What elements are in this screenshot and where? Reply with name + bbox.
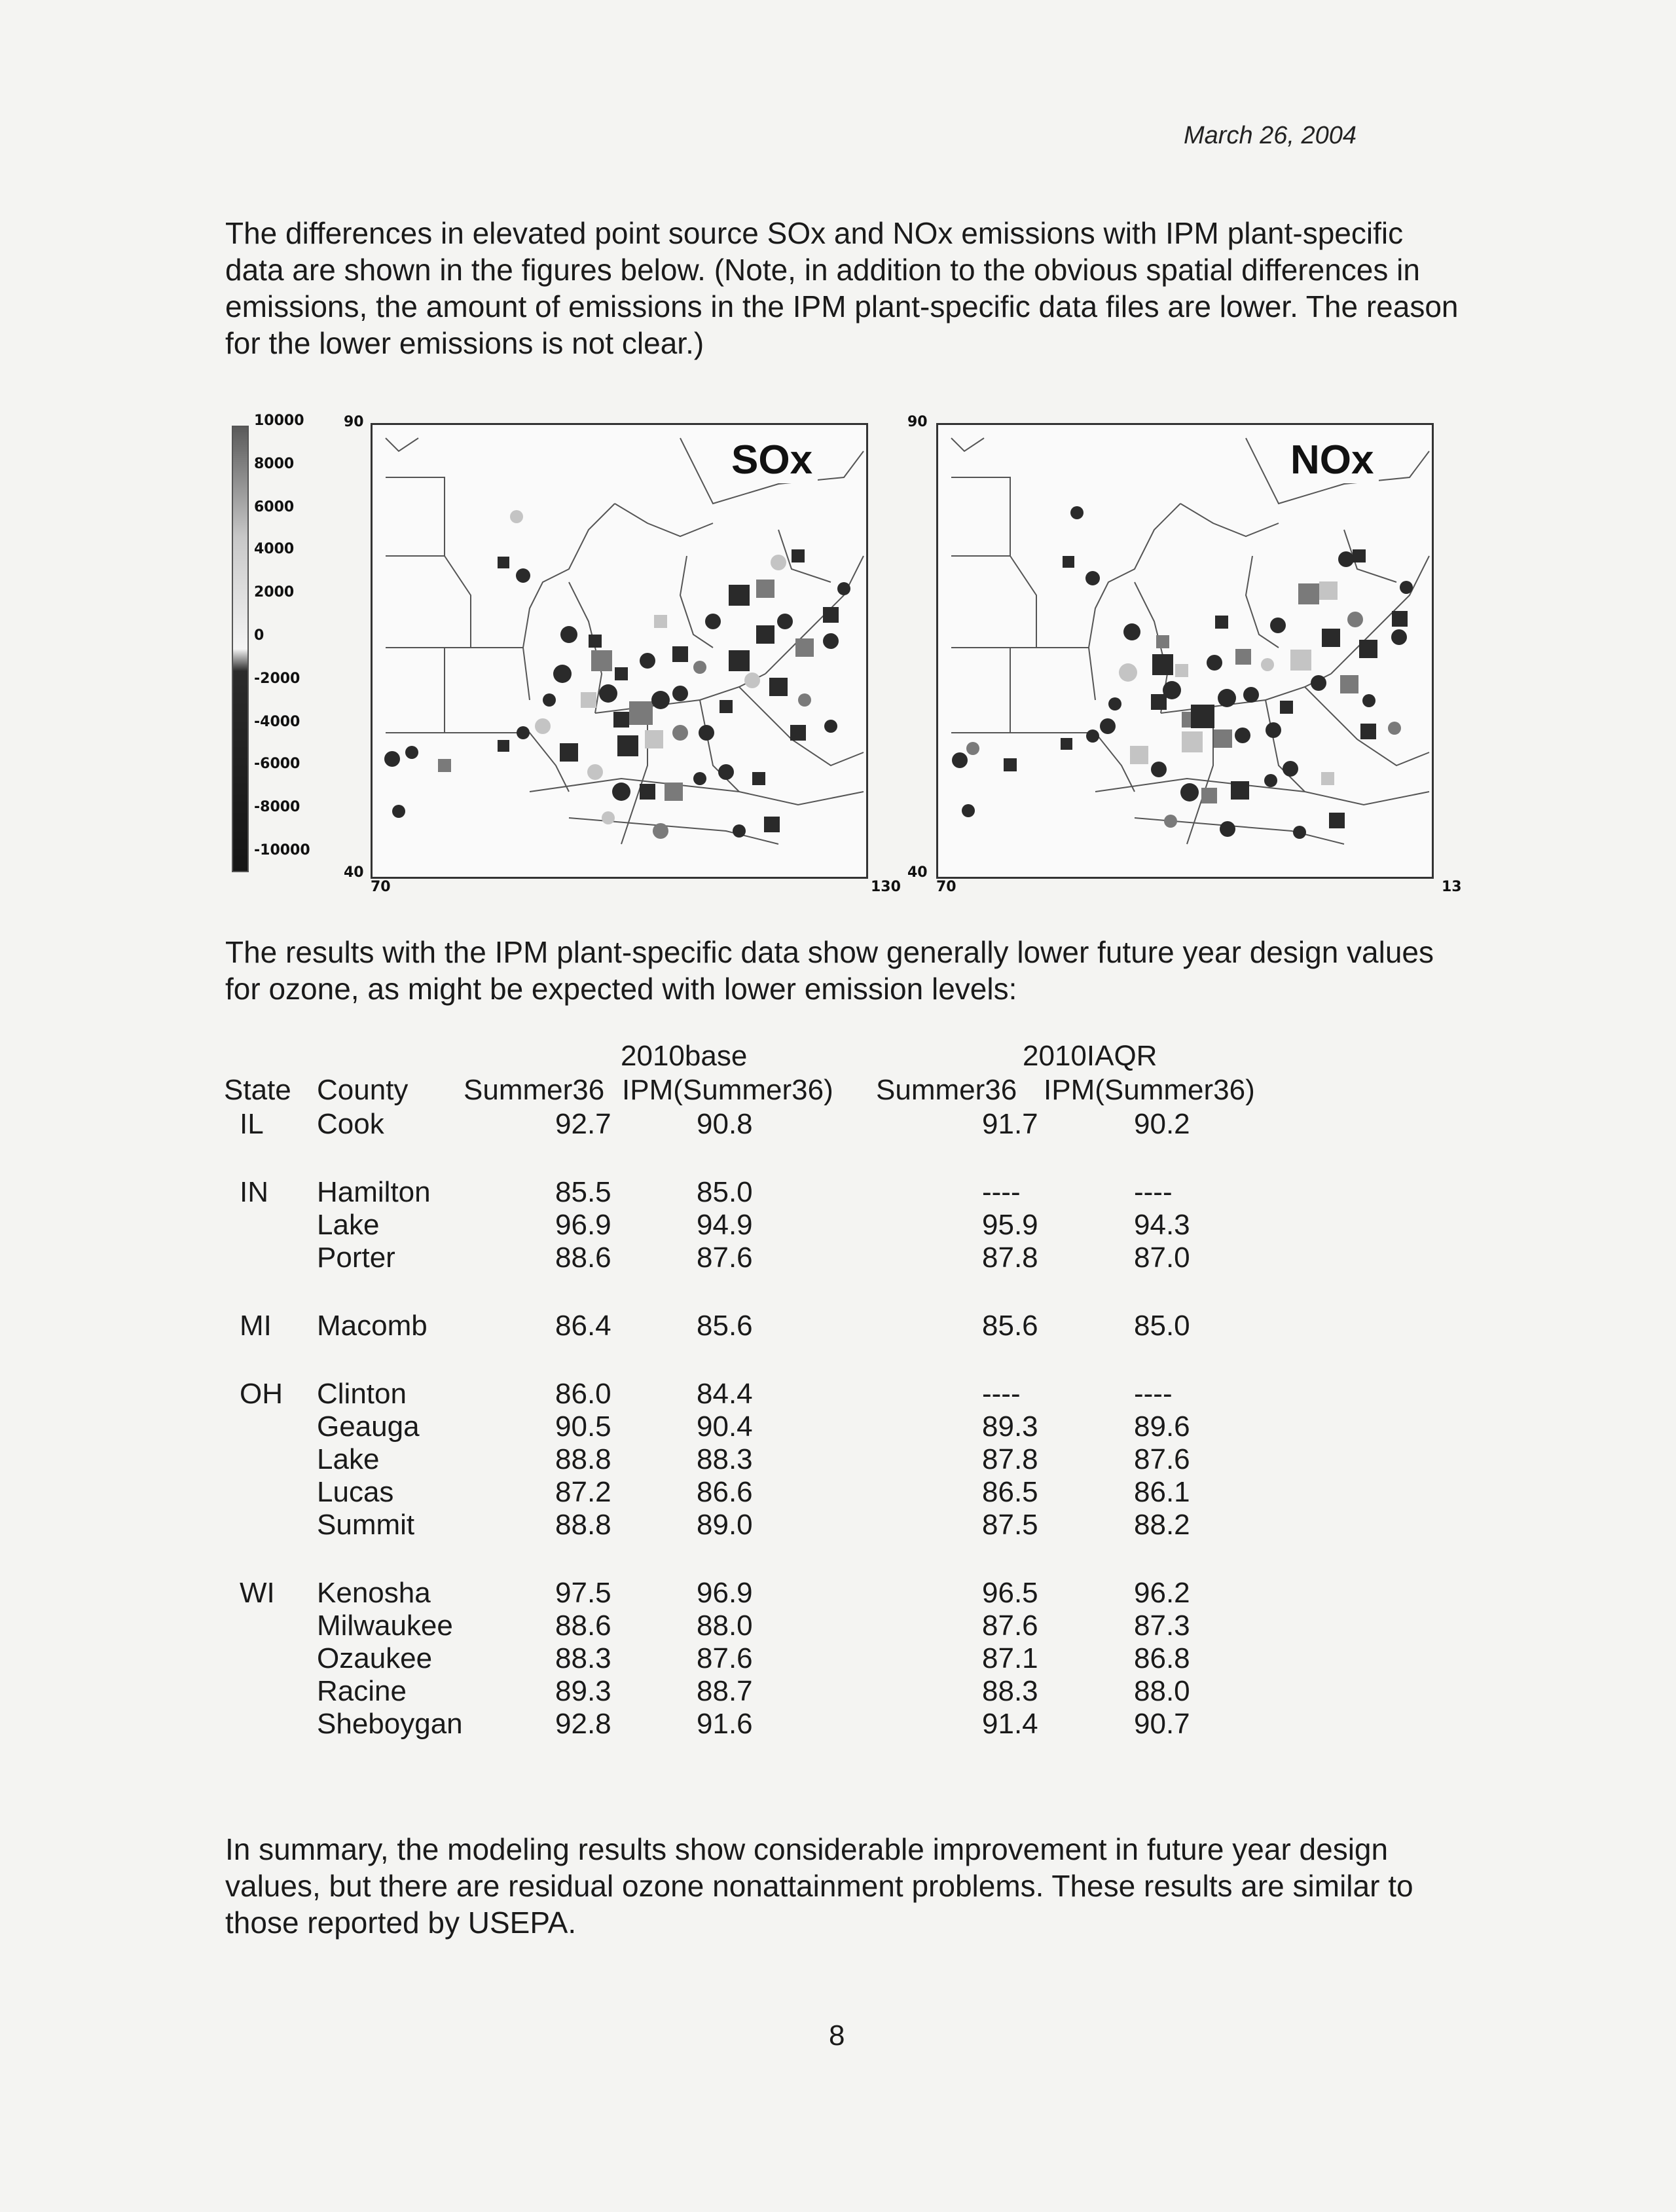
column-header: County	[317, 1074, 409, 1106]
legend-label: -2000	[254, 671, 301, 687]
table-cell-value: 96.2	[1134, 1577, 1190, 1609]
emission-source-marker	[1191, 705, 1214, 728]
table-cell-county: Cook	[317, 1108, 384, 1140]
table-cell-value: 90.8	[697, 1108, 753, 1140]
emission-source-marker	[1151, 694, 1167, 710]
emission-source-marker	[1329, 813, 1345, 828]
emission-source-marker	[581, 692, 596, 708]
emission-source-marker	[553, 665, 572, 683]
table-cell-value: 95.9	[982, 1209, 1038, 1241]
legend-label: -8000	[254, 799, 301, 815]
sox-y-bottom-label: 40	[344, 864, 364, 881]
sox-y-top-label: 90	[344, 414, 364, 430]
group-header-2010iaqr: 2010IAQR	[1023, 1040, 1157, 1072]
sox-map	[371, 423, 868, 879]
table-cell-county: Lake	[317, 1209, 380, 1241]
emission-source-marker	[1163, 681, 1181, 699]
table-cell-county: Milwaukee	[317, 1610, 453, 1642]
emission-source-marker	[1156, 635, 1169, 648]
column-header: Summer36	[876, 1074, 1017, 1106]
emission-source-marker	[729, 650, 750, 671]
emission-source-marker	[1319, 581, 1338, 600]
emission-source-marker	[1235, 649, 1251, 665]
boundary-line	[1180, 504, 1279, 536]
emission-source-marker	[756, 625, 774, 644]
table-cell-value: 90.2	[1134, 1108, 1190, 1140]
nox-map-title: NOx	[1285, 437, 1379, 483]
legend-label: 6000	[254, 499, 295, 515]
legend-label: 10000	[254, 413, 304, 429]
emission-source-marker	[1400, 581, 1413, 594]
boundary-line	[1331, 556, 1429, 674]
results-paragraph: The results with the IPM plant-specific data show generally lower future year design values for ozone, as might be expected with lower emission levels:	[225, 935, 1434, 1006]
emission-source-marker	[602, 811, 615, 824]
table-cell-value: 90.7	[1134, 1708, 1190, 1740]
table-cell-value: 89.3	[982, 1410, 1038, 1443]
emission-source-marker	[1359, 640, 1377, 658]
emission-source-marker	[1207, 655, 1222, 671]
table-cell-value: ----	[1134, 1378, 1173, 1410]
emission-source-marker	[1261, 658, 1274, 671]
emission-source-marker	[1347, 612, 1363, 627]
table-cell-state: IL	[240, 1108, 264, 1140]
emission-source-marker	[517, 726, 530, 739]
emission-source-marker	[756, 580, 774, 598]
column-header: State	[224, 1074, 291, 1106]
emission-source-marker	[718, 764, 734, 780]
table-cell-value: 88.0	[697, 1610, 753, 1642]
emission-source-marker	[966, 742, 979, 755]
emission-source-marker	[1298, 583, 1319, 604]
table-cell-value: 88.2	[1134, 1509, 1190, 1541]
table-cell-value: 91.6	[697, 1708, 753, 1740]
emission-source-marker	[1123, 623, 1140, 640]
table-cell-county: Macomb	[317, 1310, 428, 1342]
emission-source-marker	[764, 817, 780, 832]
emission-source-marker	[733, 824, 746, 838]
table-cell-county: Lake	[317, 1443, 380, 1475]
color-legend-bar	[232, 426, 249, 872]
legend-label: 8000	[254, 456, 295, 472]
emission-source-marker	[1338, 551, 1354, 567]
page-number: 8	[829, 2019, 845, 2052]
boundary-line	[1246, 556, 1279, 648]
emission-source-marker	[824, 720, 837, 733]
table-cell-value: 86.8	[1134, 1642, 1190, 1674]
boundary-line	[951, 648, 1095, 700]
table-cell-value: 91.7	[982, 1108, 1038, 1140]
emission-source-marker	[672, 686, 688, 701]
emission-source-marker	[653, 823, 668, 839]
emission-source-marker	[1243, 687, 1259, 703]
table-cell-value: 88.3	[982, 1675, 1038, 1707]
emission-source-marker	[645, 730, 663, 748]
emission-source-marker	[617, 735, 638, 756]
emission-source-marker	[1353, 549, 1366, 562]
table-cell-value: 89.0	[697, 1509, 753, 1541]
emission-source-marker	[1215, 616, 1228, 629]
boundary-line	[680, 556, 713, 648]
emission-source-marker	[672, 725, 688, 741]
boundary-line	[951, 733, 1135, 792]
nox-map	[936, 423, 1434, 879]
table-cell-value: ----	[982, 1378, 1021, 1410]
emission-source-marker	[1130, 746, 1148, 764]
emission-source-marker	[705, 614, 721, 629]
emission-source-marker	[1152, 654, 1173, 675]
table-cell-value: 85.6	[697, 1310, 753, 1342]
emission-source-marker	[1235, 728, 1250, 743]
table-cell-value: 89.6	[1134, 1410, 1190, 1443]
table-cell-value: 85.0	[1134, 1310, 1190, 1342]
table-cell-value: 88.8	[555, 1509, 611, 1541]
emission-source-marker	[1391, 629, 1407, 645]
boundary-line	[386, 648, 530, 700]
emission-source-marker	[790, 725, 806, 741]
table-cell-county: Lucas	[317, 1476, 394, 1508]
emission-source-marker	[516, 568, 530, 583]
emission-source-marker	[510, 510, 523, 523]
emission-source-marker	[752, 772, 765, 785]
table-cell-county: Ozaukee	[317, 1642, 433, 1674]
emission-source-marker	[1266, 722, 1281, 738]
table-cell-value: 85.0	[697, 1176, 753, 1208]
table-cell-county: Porter	[317, 1242, 395, 1274]
emission-source-marker	[771, 555, 786, 570]
emission-source-marker	[1311, 675, 1326, 691]
emission-source-marker	[498, 740, 509, 752]
column-header: Summer36	[464, 1074, 605, 1106]
emission-source-marker	[720, 700, 733, 713]
emission-source-marker	[769, 678, 788, 696]
table-cell-value: 86.0	[555, 1378, 611, 1410]
boundary-line	[951, 477, 1036, 648]
emission-source-marker	[744, 673, 760, 688]
legend-label: -4000	[254, 714, 301, 730]
emission-source-marker	[613, 712, 629, 728]
sox-x-right-label: 130	[871, 879, 901, 895]
table-cell-value: 86.5	[982, 1476, 1038, 1508]
emission-source-marker	[1214, 729, 1232, 748]
table-cell-value: 88.3	[697, 1443, 753, 1475]
nox-x-left-label: 70	[936, 879, 956, 895]
emission-source-marker	[1392, 611, 1408, 627]
emission-source-marker	[498, 557, 509, 568]
legend-label: 4000	[254, 541, 295, 557]
column-header: IPM(Summer36)	[622, 1074, 833, 1106]
emission-source-marker	[1119, 663, 1137, 682]
table-cell-value: 92.8	[555, 1708, 611, 1740]
boundary-line	[951, 438, 984, 451]
boundary-line	[386, 438, 418, 451]
table-cell-state: WI	[240, 1577, 275, 1609]
emission-source-marker	[1321, 772, 1334, 785]
emission-source-marker	[1164, 815, 1177, 828]
emission-source-marker	[693, 772, 706, 785]
emission-source-marker	[672, 646, 688, 662]
table-cell-county: Clinton	[317, 1378, 407, 1410]
column-header: IPM(Summer36)	[1044, 1074, 1255, 1106]
nox-y-top-label: 90	[907, 414, 928, 430]
table-cell-value: ----	[1134, 1176, 1173, 1208]
table-cell-value: 87.2	[555, 1476, 611, 1508]
emission-source-marker	[1340, 675, 1358, 693]
emission-source-marker	[615, 667, 628, 680]
emission-source-marker	[405, 746, 418, 759]
emission-source-marker	[1280, 701, 1293, 714]
table-cell-value: 87.8	[982, 1242, 1038, 1274]
emission-source-marker	[1182, 731, 1203, 752]
table-cell-value: 90.5	[555, 1410, 611, 1443]
table-cell-value: 87.8	[982, 1443, 1038, 1475]
sox-map-svg	[373, 425, 866, 877]
emission-source-marker	[1231, 781, 1249, 800]
nox-map-svg	[938, 425, 1432, 877]
emission-source-marker	[665, 783, 683, 801]
table-cell-value: 96.5	[982, 1577, 1038, 1609]
table-cell-value: 86.1	[1134, 1476, 1190, 1508]
emission-source-marker	[612, 783, 630, 801]
emission-source-marker	[1322, 629, 1340, 647]
emission-source-marker	[591, 650, 612, 671]
emission-source-marker	[1360, 724, 1376, 739]
emission-source-marker	[1201, 788, 1217, 803]
emission-source-marker	[962, 804, 975, 817]
emission-source-marker	[1388, 722, 1401, 735]
emission-source-marker	[535, 718, 551, 734]
nox-y-bottom-label: 40	[907, 864, 928, 881]
emission-source-marker	[729, 585, 750, 606]
emission-source-marker	[543, 693, 556, 707]
boundary-line	[386, 477, 471, 648]
table-cell-value: 97.5	[555, 1577, 611, 1609]
emission-source-marker	[1061, 738, 1072, 750]
table-cell-county: Racine	[317, 1675, 407, 1707]
emission-source-marker	[693, 661, 706, 674]
sox-x-left-label: 70	[371, 879, 391, 895]
emission-source-marker	[777, 614, 793, 629]
table-cell-value: 91.4	[982, 1708, 1038, 1740]
table-cell-state: OH	[240, 1378, 283, 1410]
table-cell-county: Kenosha	[317, 1577, 431, 1609]
emission-source-marker	[1270, 618, 1286, 633]
table-cell-value: 87.5	[982, 1509, 1038, 1541]
table-cell-value: 89.3	[555, 1675, 611, 1707]
emission-source-marker	[1151, 762, 1167, 777]
boundary-line	[765, 556, 864, 674]
table-cell-value: 85.5	[555, 1176, 611, 1208]
table-cell-value: 96.9	[555, 1209, 611, 1241]
boundary-line	[569, 818, 778, 844]
table-cell-value: 96.9	[697, 1577, 753, 1609]
boundary-line	[615, 504, 713, 536]
emission-source-marker	[1004, 758, 1017, 771]
emission-source-marker	[1180, 783, 1199, 802]
emission-source-marker	[560, 626, 577, 643]
emission-source-marker	[651, 691, 670, 709]
boundary-line	[386, 733, 569, 792]
table-cell-state: IN	[240, 1176, 268, 1208]
emission-source-marker	[952, 752, 968, 768]
emission-source-marker	[438, 759, 451, 772]
legend-label: -6000	[254, 756, 301, 772]
emission-source-marker	[1070, 506, 1084, 519]
emission-source-marker	[795, 638, 814, 657]
emission-source-marker	[1175, 664, 1188, 677]
table-cell-value: 88.3	[555, 1642, 611, 1674]
emissions-figure	[223, 406, 1466, 904]
emission-source-marker	[1362, 694, 1375, 707]
emission-source-marker	[654, 615, 667, 628]
table-cell-value: 88.6	[555, 1242, 611, 1274]
table-cell-county: Hamilton	[317, 1176, 431, 1208]
emission-source-marker	[1063, 556, 1074, 568]
emission-source-marker	[392, 805, 405, 818]
table-cell-value: 87.3	[1134, 1610, 1190, 1642]
table-cell-value: 94.9	[697, 1209, 753, 1241]
emission-source-marker	[798, 693, 811, 707]
group-header-2010base: 2010base	[621, 1040, 748, 1072]
legend-label: 2000	[254, 584, 295, 600]
table-cell-value: 88.8	[555, 1443, 611, 1475]
table-cell-value: 87.6	[697, 1242, 753, 1274]
boundary-line	[1095, 779, 1429, 805]
summary-paragraph: In summary, the modeling results show considerable improvement in future year design values, but there are residual ozone nonattainment problems. These results are similar to those reported by USEPA.	[225, 1832, 1413, 1940]
emission-source-marker	[1220, 821, 1235, 837]
table-cell-value: 92.7	[555, 1108, 611, 1140]
emission-source-marker	[1100, 718, 1116, 734]
table-cell-value: 85.6	[982, 1310, 1038, 1342]
table-cell-value: 87.0	[1134, 1242, 1190, 1274]
table-cell-county: Geauga	[317, 1410, 420, 1443]
table-cell-value: 88.0	[1134, 1675, 1190, 1707]
legend-label: -10000	[254, 842, 310, 858]
emission-source-marker	[1108, 697, 1121, 710]
emission-source-marker	[629, 701, 653, 725]
table-cell-value: 87.1	[982, 1642, 1038, 1674]
table-cell-value: 86.4	[555, 1310, 611, 1342]
page-date: March 26, 2004	[1184, 122, 1357, 149]
table-cell-value: 90.4	[697, 1410, 753, 1443]
emission-source-marker	[1086, 729, 1099, 743]
emission-source-marker	[699, 725, 714, 741]
emission-source-marker	[640, 653, 655, 669]
emission-source-marker	[599, 684, 617, 703]
emission-source-marker	[823, 633, 839, 649]
emission-source-marker	[560, 743, 578, 762]
emission-source-marker	[837, 582, 850, 595]
table-cell-value: 87.6	[697, 1642, 753, 1674]
table-cell-county: Summit	[317, 1509, 415, 1541]
legend-label: 0	[254, 627, 264, 644]
emission-source-marker	[792, 549, 805, 562]
emission-source-marker	[384, 751, 400, 767]
emission-source-marker	[1085, 571, 1100, 585]
emission-source-marker	[1283, 761, 1298, 777]
sox-map-title: SOx	[726, 437, 818, 483]
emission-source-marker	[640, 784, 655, 800]
table-cell-value: 88.7	[697, 1675, 753, 1707]
table-cell-value: 87.6	[982, 1610, 1038, 1642]
emission-source-marker	[1218, 689, 1236, 707]
emission-source-marker	[1290, 650, 1311, 671]
table-cell-value: 84.4	[697, 1378, 753, 1410]
intro-paragraph: The differences in elevated point source SOx and NOx emissions with IPM plant-specific data are shown in the figures below. (Note, in addition to the obvious spatial differences in emissions, the amount of emissions in the IPM plant-specific data files are lower. The reason for the lower emissions is not clear.)	[225, 216, 1459, 360]
nox-x-right-label: 13	[1442, 879, 1462, 895]
emission-source-marker	[589, 635, 602, 648]
table-cell-value: 86.6	[697, 1476, 753, 1508]
emission-source-marker	[1293, 826, 1306, 839]
table-cell-county: Sheboygan	[317, 1708, 463, 1740]
emission-source-marker	[823, 607, 839, 623]
emission-source-marker	[587, 764, 603, 780]
table-cell-state: MI	[240, 1310, 272, 1342]
table-cell-value: 94.3	[1134, 1209, 1190, 1241]
table-cell-value: 88.6	[555, 1610, 611, 1642]
table-cell-value: ----	[982, 1176, 1021, 1208]
table-cell-value: 87.6	[1134, 1443, 1190, 1475]
emission-source-marker	[1264, 774, 1277, 787]
